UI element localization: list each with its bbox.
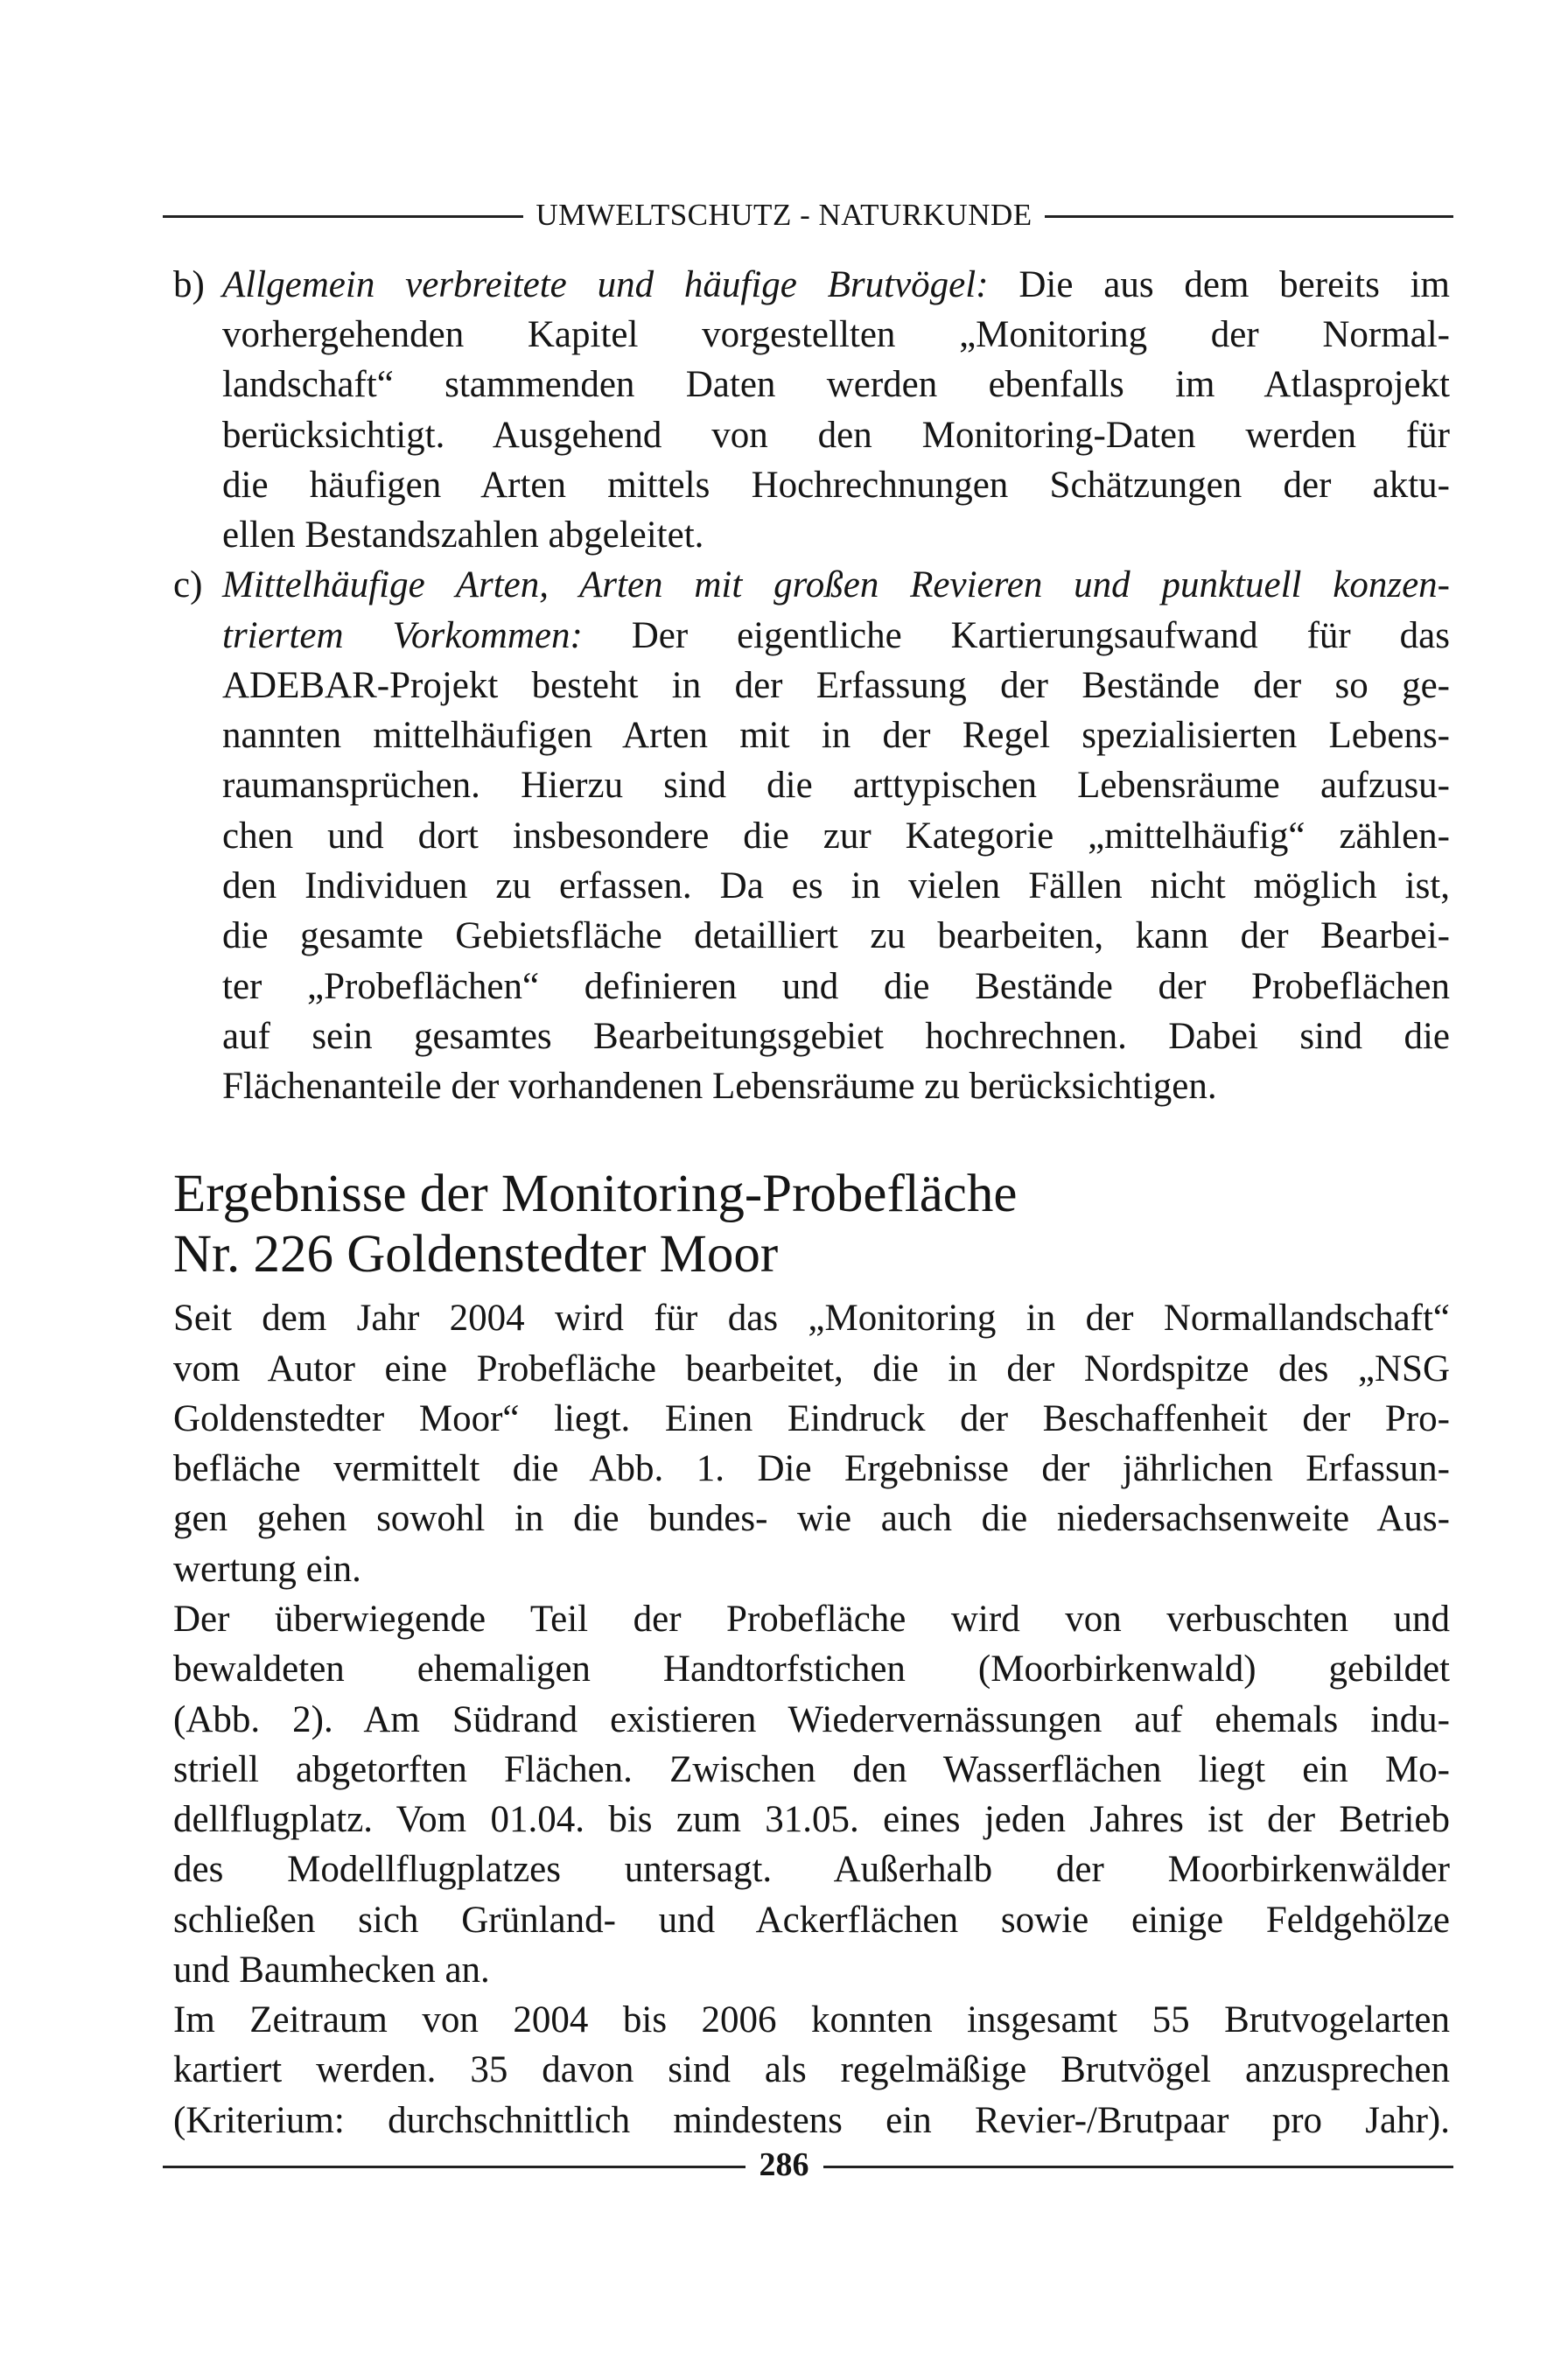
- text-line: [222, 812, 1450, 861]
- text-line: [222, 1062, 1450, 1111]
- text-line: des Modellflugplatzes untersagt. Außerhalb der Moorbirkenwälder: [173, 1849, 1450, 1891]
- text-line: Goldenstedter Moor“ liegt. Einen Eindruck der Beschaffenheit der Pro-: [173, 1397, 1450, 1439]
- text-span: raumansprüchen. Hierzu sind die arttypischen Lebensräume aufzusu-: [222, 765, 1450, 807]
- section-heading: Ergebnisse der Monitoring-Probefläche: [173, 1164, 1018, 1223]
- text-line: vom Autor eine Probefläche bearbeitet, die in der Nordspitze des „NSG: [173, 1348, 1450, 1390]
- text-span: ellen Bestandszahlen abgeleitet.: [222, 514, 704, 556]
- text-line: [222, 662, 1450, 710]
- italic-term: Allgemein verbreitete und häufige Brutvögel:: [222, 263, 989, 305]
- text-line: [222, 761, 1450, 810]
- text-span: vorhergehenden Kapitel vorgestellten „Monitoring der Normal-: [222, 314, 1450, 356]
- list-label: c): [173, 564, 203, 606]
- text-span: die häufigen Arten mittels Hochrechnungen Schätzungen der aktu-: [222, 464, 1450, 506]
- text-line: dellflugplatz. Vom 01.04. bis zum 31.05. eines jeden Jahres ist der Betrieb: [173, 1799, 1450, 1841]
- text-line: [222, 1012, 1450, 1061]
- text-line: (Abb. 2). Am Südrand existieren Wiedervernässungen auf ehemals indu-: [173, 1698, 1450, 1740]
- text-line: [222, 461, 1450, 510]
- text-line: [222, 511, 1450, 560]
- text-span: auf sein gesamtes Bearbeitungsgebiet hochrechnen. Dabei sind die: [222, 1015, 1450, 1057]
- text-line: [222, 360, 1450, 410]
- text-span: ter „Probeflächen“ definieren und die Bestände der Probeflächen: [222, 965, 1450, 1007]
- text-line: [222, 612, 1450, 661]
- text-line: striell abgetorften Flächen. Zwischen den Wasserflächen liegt ein Mo-: [173, 1748, 1450, 1790]
- text-line: Seit dem Jahr 2004 wird für das „Monitoring in der Normallandschaft“: [173, 1298, 1450, 1340]
- text-line: befläche vermittelt die Abb. 1. Die Ergebnisse der jährlichen Erfassun-: [173, 1448, 1450, 1490]
- page-number-container: [0, 2146, 1568, 2184]
- text-line: [222, 561, 1450, 610]
- text-line: kartiert werden. 35 davon sind als regelmäßige Brutvögel anzusprechen: [173, 2049, 1450, 2091]
- text-span: den Individuen zu erfassen. Da es in vielen Fällen nicht möglich ist,: [222, 864, 1450, 906]
- text-line: (Kriterium: durchschnittlich mindestens ein Revier-/Brutpaar pro Jahr).: [173, 2099, 1450, 2141]
- text-span: die gesamte Gebietsfläche detailliert zu bearbeiten, kann der Bearbei-: [222, 915, 1450, 957]
- text-line: [222, 862, 1450, 911]
- italic-term: triertem Vorkommen:: [222, 614, 583, 656]
- text-line: [222, 411, 1450, 460]
- text-span: chen und dort insbesondere die zur Kategorie „mittelhäufig“ zählen-: [222, 815, 1450, 857]
- list-label: b): [173, 263, 205, 305]
- text-line: [222, 962, 1450, 1012]
- text-line: schließen sich Grünland- und Ackerflächen sowie einige Feldgehölze: [173, 1899, 1450, 1941]
- text-span: berücksichtigt. Ausgehend von den Monitoring-Daten werden für: [222, 414, 1450, 456]
- text-span: Flächenanteile der vorhandenen Lebensräume zu berücksichtigen.: [222, 1066, 1217, 1108]
- text-line: [222, 311, 1450, 360]
- text-line: und Baumhecken an.: [173, 1949, 490, 1991]
- section-heading: Nr. 226 Goldenstedter Moor: [173, 1224, 779, 1284]
- text-line: [222, 711, 1450, 760]
- page-number: 286: [746, 2146, 823, 2183]
- running-title: UMWELTSCHUTZ - NATURKUNDE: [523, 198, 1044, 232]
- text-line: Im Zeitraum von 2004 bis 2006 konnten insgesamt 55 Brutvogelarten: [173, 1999, 1450, 2041]
- running-header: [0, 198, 1568, 233]
- text-line: gen gehen sowohl in die bundes- wie auch die niedersachsenweite Aus-: [173, 1498, 1450, 1540]
- text-span: nannten mittelhäufigen Arten mit in der Regel spezialisierten Lebens-: [222, 715, 1450, 757]
- text-line: bewaldeten ehemaligen Handtorfstichen (Moorbirkenwald) gebildet: [173, 1648, 1450, 1690]
- text-line: [222, 912, 1450, 961]
- italic-term: Mittelhäufige Arten, Arten mit großen Revieren und punktuell konzen-: [222, 564, 1450, 606]
- text-span: landschaft“ stammenden Daten werden ebenfalls im Atlasprojekt: [222, 364, 1450, 406]
- text-line: Der überwiegende Teil der Probefläche wird von verbuschten und: [173, 1598, 1450, 1640]
- text-line: wertung ein.: [173, 1548, 361, 1590]
- text-span: Die aus dem bereits im: [988, 263, 1450, 305]
- text-span: Der eigentliche Kartierungsaufwand für das: [582, 614, 1450, 656]
- text-span: ADEBAR-Projekt besteht in der Erfassung der Bestände der so ge-: [222, 664, 1450, 706]
- text-line: [222, 261, 1450, 310]
